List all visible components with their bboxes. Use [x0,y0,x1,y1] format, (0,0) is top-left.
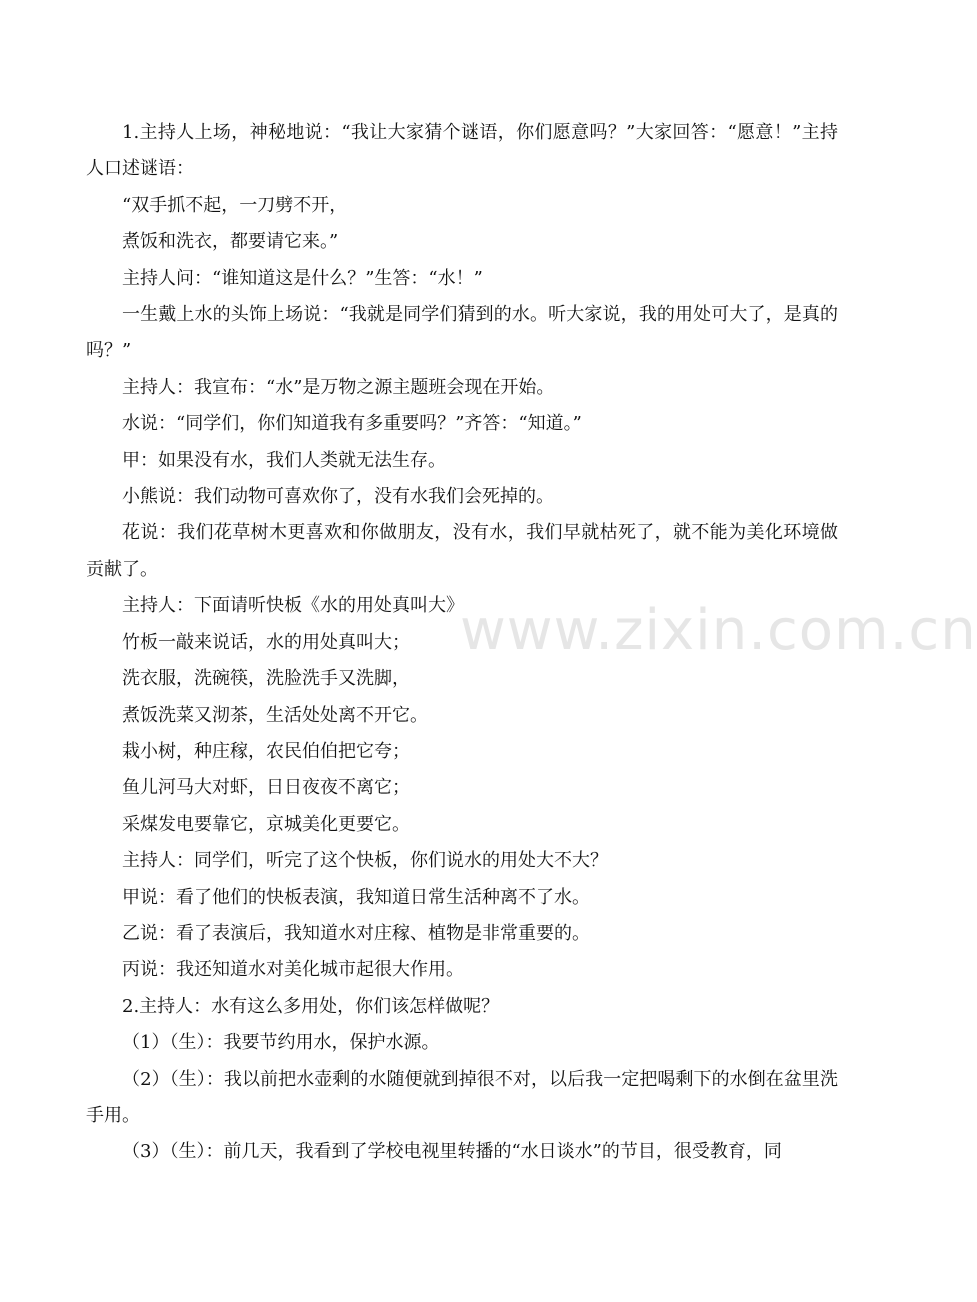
paragraph: 鱼儿河马大对虾，日日夜夜不离它； [122,777,410,799]
paragraph: 花说：我们花草树木更喜欢和你做朋友，没有水，我们早就枯死了，就不能为美化环境做贡献了。 [86,522,838,580]
paragraph: 2.主持人：水有这么多用处，你们该怎样做呢？ [122,995,500,1017]
paragraph: （1）（生）：我要节约用水，保护水源。 [122,1032,440,1054]
paragraph: （3）（生）：前几天，我看到了学校电视里转播的“水日谈水”的节目，很受教育，同 [122,1141,782,1163]
paragraph: 小熊说：我们动物可喜欢你了，没有水我们会死掉的。 [122,486,554,508]
paragraph: 一生戴上水的头饰上场说：“我就是同学们猜到的水。听大家说，我的用处可大了，是真的吗？” [86,304,838,362]
paragraph: 主持人：下面请听快板《水的用处真叫大》 [122,595,464,617]
paragraph: 甲说：看了他们的快板表演，我知道日常生活种离不了水。 [122,886,590,908]
paragraph: 主持人：同学们，听完了这个快板，你们说水的用处大不大？ [122,850,608,872]
paragraph: “双手抓不起，一刀劈不开， [122,194,348,216]
paragraph: 乙说：看了表演后，我知道水对庄稼、植物是非常重要的。 [122,922,590,944]
paragraph: 竹板一敲来说话，水的用处真叫大； [122,631,410,653]
paragraph: 洗衣服，洗碗筷，洗脸洗手又洗脚， [122,668,410,690]
paragraph: （2）（生）：我以前把水壶剩的水随便就到掉很不对，以后我一定把喝剩下的水倒在盆里洗手用。 [86,1068,838,1126]
paragraph: 水说：“同学们，你们知道我有多重要吗？”齐答：“知道。” [122,413,582,435]
paragraph: 甲：如果没有水，我们人类就无法生存。 [122,449,446,471]
paragraph: 煮饭和洗衣，都要请它来。” [122,231,339,253]
paragraph: 栽小树，种庄稼，农民伯伯把它夸； [122,740,410,762]
paragraph: 主持人：我宣布：“水”是万物之源主题班会现在开始。 [122,376,555,398]
paragraph: 丙说：我还知道水对美化城市起很大作用。 [122,959,464,981]
paragraph: 煮饭洗菜又沏茶，生活处处离不开它。 [122,704,428,726]
watermark: www.zixin.com.cn [460,598,977,663]
paragraph: 采煤发电要靠它，京城美化更要它。 [122,813,410,835]
document-body [86,115,838,1171]
paragraph: 主持人问：“谁知道这是什么？”生答：“水！” [122,267,483,289]
paragraph: 1.主持人上场，神秘地说：“我让大家猜个谜语，你们愿意吗？”大家回答：“愿意！”主持人口述谜语： [86,122,838,180]
